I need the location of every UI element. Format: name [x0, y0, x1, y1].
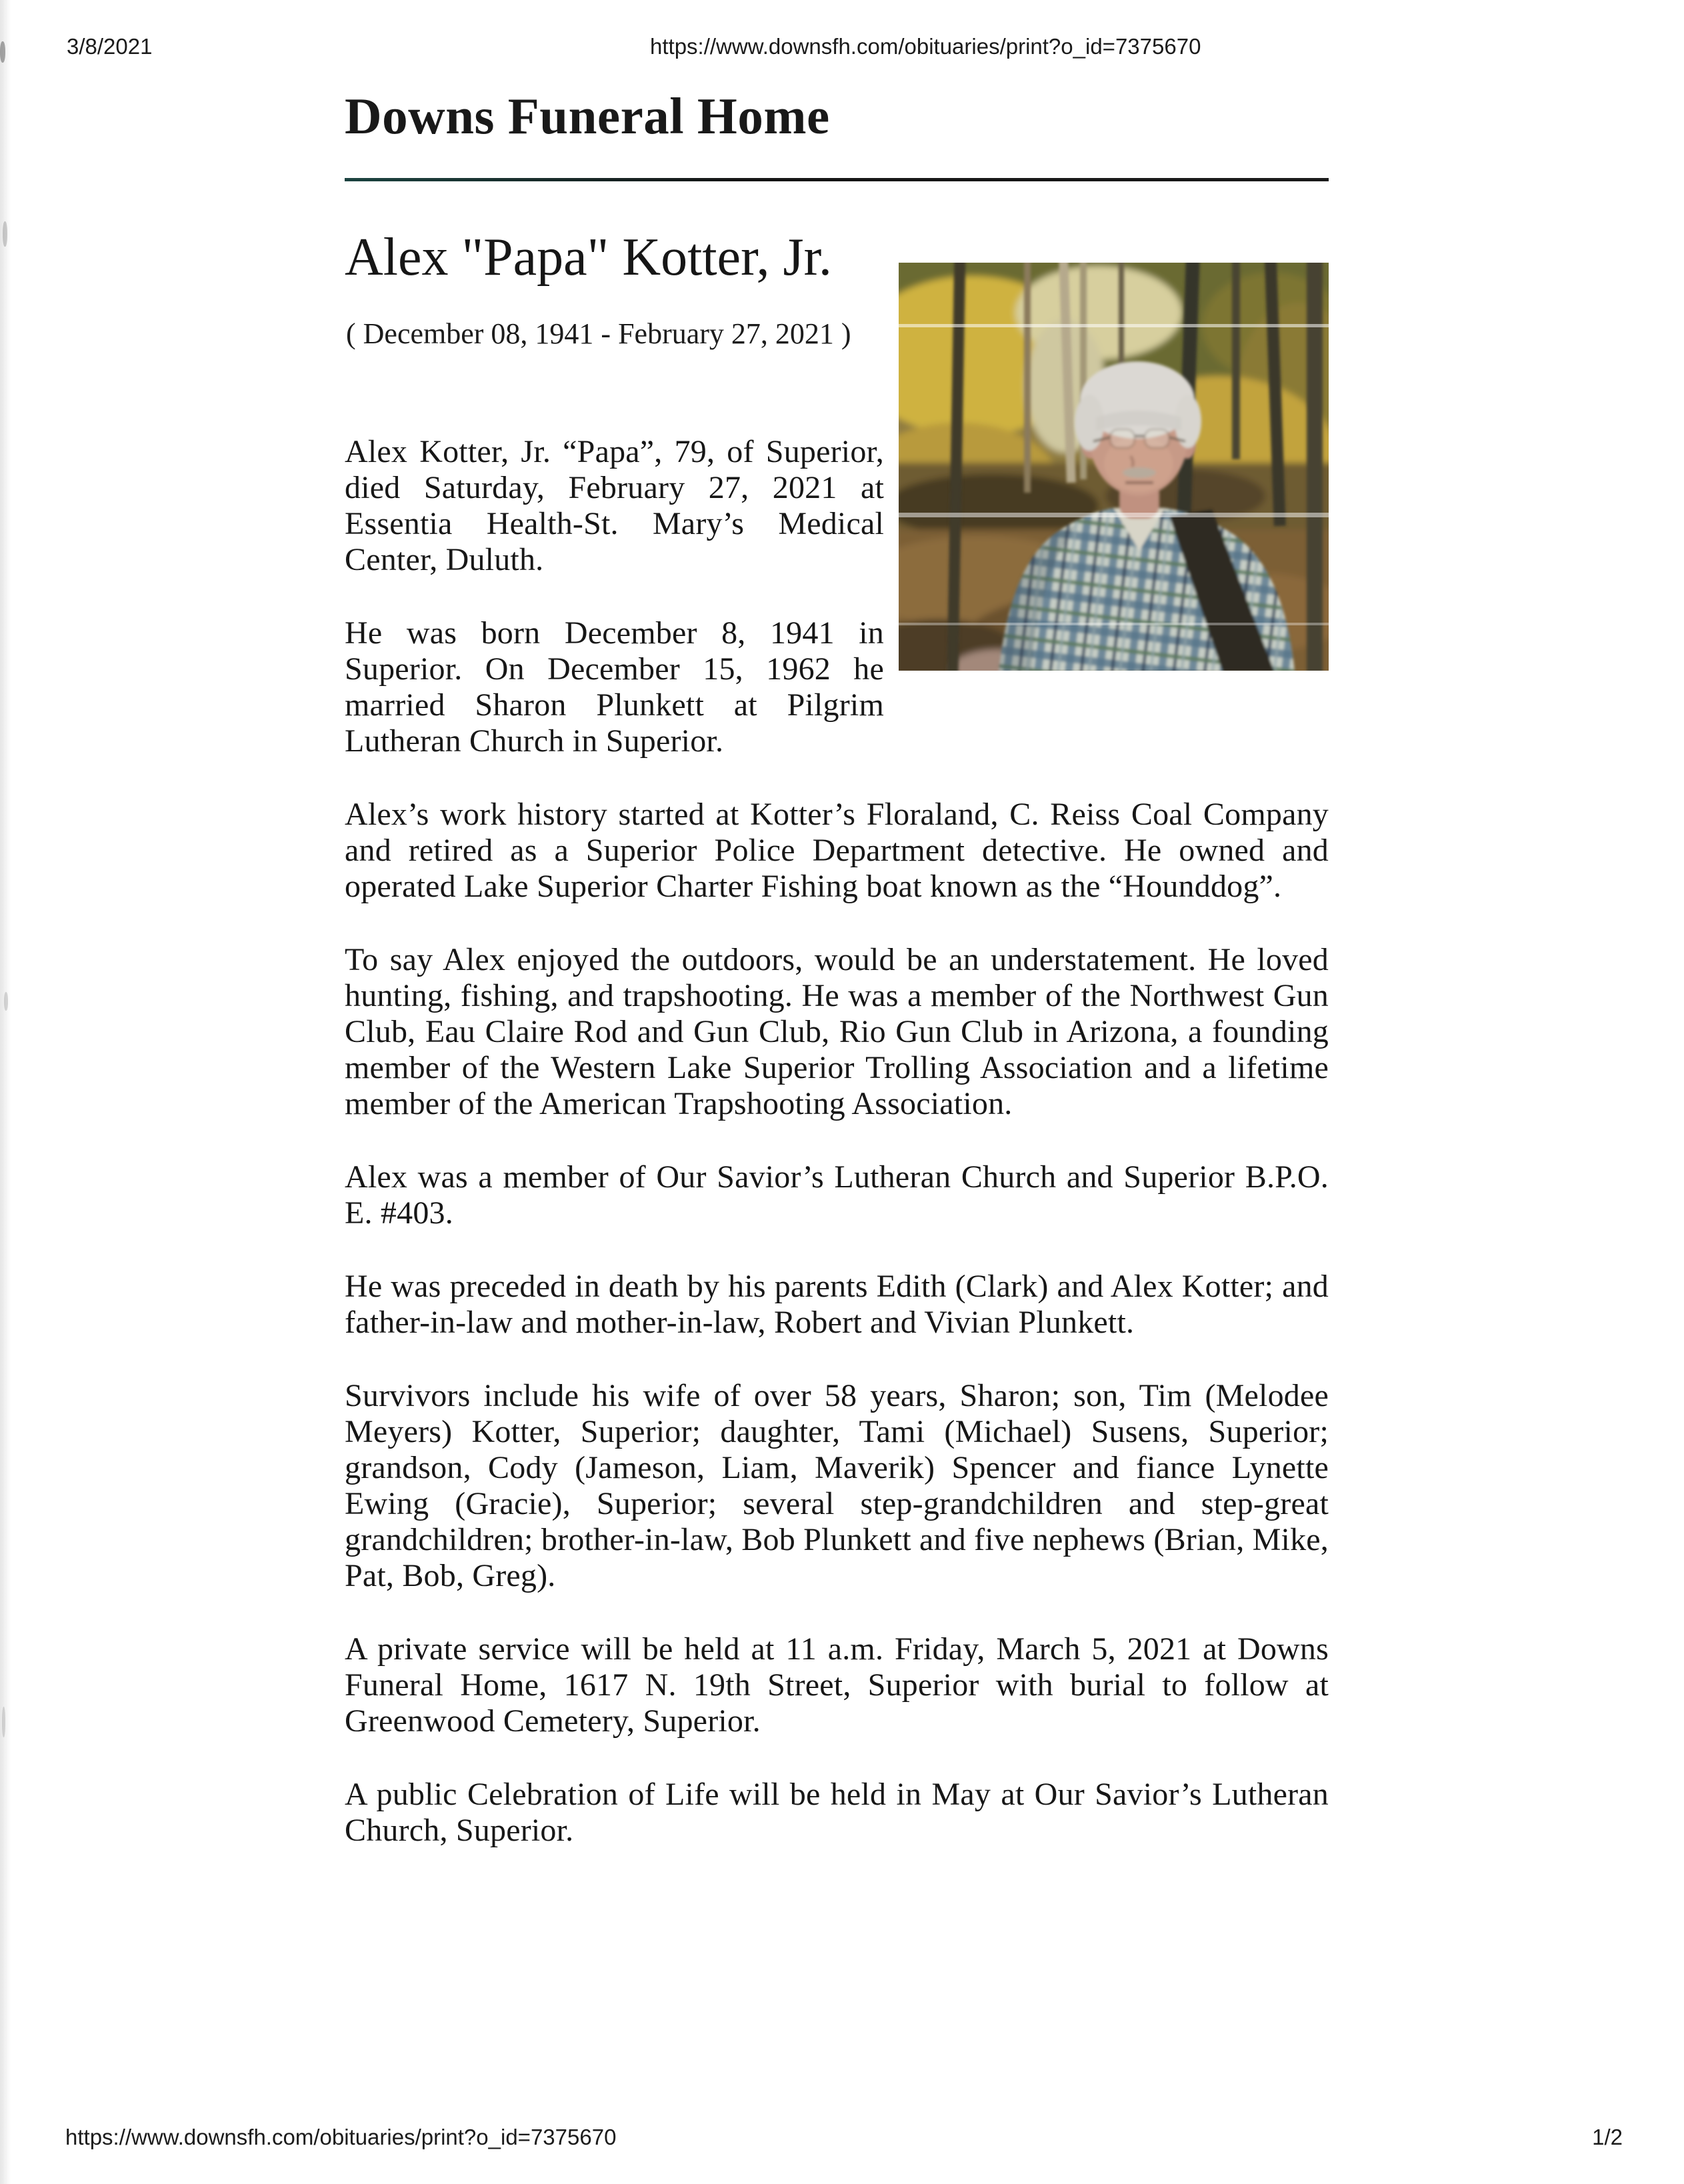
- scan-artifact: [4, 992, 8, 1011]
- scan-artifact: [3, 221, 7, 247]
- divider-rule: [345, 178, 1329, 181]
- page-number: 1/2: [1592, 2125, 1623, 2149]
- photo-man-in-autumn-woods: [899, 263, 1329, 671]
- obituary-photo: [899, 263, 1329, 671]
- obituary-paragraph: A public Celebration of Life will be held in May at Our Savior’s Lutheran Church, Superior.: [345, 1777, 1329, 1848]
- obituary-content: [345, 0, 1329, 1849]
- obituary-dates: ( December 08, 1941 - February 27, 2021 ): [346, 317, 851, 350]
- obituary-paragraph: To say Alex enjoyed the outdoors, would be an understatement. He loved hunting, fishing, and trapshooting. He was a member of the Northwest Gun Club, Eau Claire Rod and Gun Club, Rio Gun Club in Arizona, a founding member of the Western Lake Superior Trolling Association and a lifetime member of the American Trapshooting Association.: [345, 942, 1329, 1121]
- obituary-paragraph: Alex Kotter, Jr. “Papa”, 79, of Superior, died Saturday, February 27, 2021 at Essentia Health-St. Mary’s Medical Center, Duluth.: [345, 434, 884, 577]
- obituary-name: Alex "Papa" Kotter, Jr.: [345, 228, 832, 287]
- scan-artifact: [0, 41, 5, 63]
- print-footer-url: https://www.downsfh.com/obituaries/print?o_id=7375670: [65, 2125, 617, 2149]
- print-date: 3/8/2021: [67, 34, 153, 59]
- print-header-url: https://www.downsfh.com/obituaries/print?o_id=7375670: [650, 34, 1201, 59]
- obituary-paragraph: Alex’s work history started at Kotter’s Floraland, C. Reiss Coal Company and retired as a Superior Police Department detective. He owned and operated Lake Superior Charter Fishing boat known as the “Hounddog”.: [345, 797, 1329, 904]
- obituary-paragraph: He was born December 8, 1941 in Superior. On December 15, 1962 he married Sharon Plunkett at Pilgrim Lutheran Church in Superior.: [345, 615, 884, 759]
- obituary-paragraph: A private service will be held at 11 a.m. Friday, March 5, 2021 at Downs Funeral Home, 1617 N. 19th Street, Superior with burial to follow at Greenwood Cemetery, Superior.: [345, 1631, 1329, 1739]
- obituary-paragraph: He was preceded in death by his parents Edith (Clark) and Alex Kotter; and father-in-law and mother-in-law, Robert and Vivian Plunkett.: [345, 1269, 1329, 1340]
- obituary-paragraph: Survivors include his wife of over 58 years, Sharon; son, Tim (Melodee Meyers) Kotter, Superior; daughter, Tami (Michael) Susens, Superior; grandson, Cody (Jameson, Liam, Maverik) Spencer and fiance Lynette Ewing (Gracie), Superior; several step-grandchildren and step-great grandchildren; brother-in-law, Bob Plunkett and five nephews (Brian, Mike, Pat, Bob, Greg).: [345, 1378, 1329, 1593]
- obituary-paragraph: Alex was a member of Our Savior’s Lutheran Church and Superior B.P.O. E. #403.: [345, 1159, 1329, 1231]
- funeral-home-title: Downs Funeral Home: [345, 87, 830, 145]
- scan-artifact: [2, 1707, 5, 1737]
